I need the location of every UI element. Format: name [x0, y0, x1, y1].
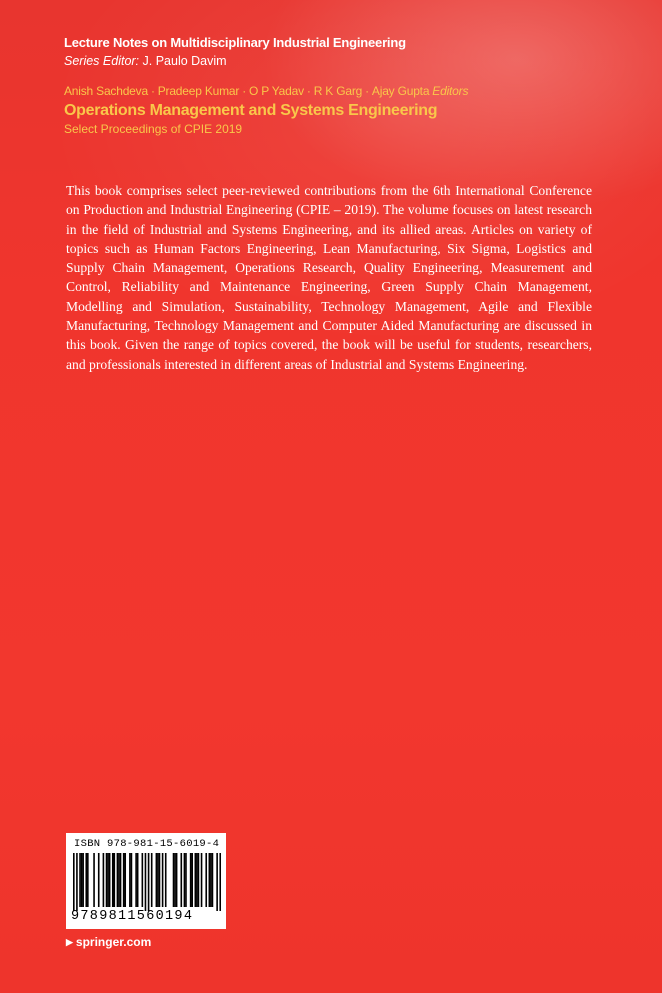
editor-name: Pradeep Kumar [157, 84, 240, 98]
barcode-bar [135, 853, 137, 907]
series-title: Lecture Notes on Multidisciplinary Industrial Engineering [64, 35, 406, 50]
barcode-bar [118, 853, 120, 907]
cover-header [64, 34, 624, 137]
publisher-url: springer.com [75, 935, 152, 949]
barcode-bar [209, 853, 211, 907]
author-separator: · [306, 84, 311, 98]
series-editor [64, 52, 624, 70]
barcode-bar [162, 853, 164, 907]
barcode-bar [131, 853, 133, 907]
barcode-bar [82, 853, 84, 907]
barcode-bars [73, 853, 221, 911]
barcode-bar [114, 853, 116, 907]
barcode-bar [142, 853, 144, 907]
barcode-bar [165, 853, 167, 907]
barcode-bar [148, 853, 150, 911]
barcode-bar [73, 853, 75, 911]
barcode-bar [124, 853, 126, 907]
barcode-bar [157, 853, 159, 907]
barcode-bar [195, 853, 197, 907]
barcode-bar [137, 853, 139, 907]
barcode-bar [151, 853, 153, 907]
editor-name: R K Garg [313, 84, 363, 98]
editor-name: Anish Sachdeva [64, 84, 148, 98]
barcode-bar [79, 853, 81, 907]
barcode-bar [106, 853, 108, 907]
barcode-bar [112, 853, 114, 907]
isbn-label: ISBN 978-981-15-6019-4 [74, 838, 220, 850]
author-separator: · [365, 84, 369, 98]
barcode-bar [196, 853, 198, 907]
editors-list [64, 83, 624, 99]
barcode-bar [184, 853, 186, 907]
book-subtitle: Select Proceedings of CPIE 2019 [64, 122, 243, 136]
barcode-bar [81, 853, 83, 907]
barcode-bar [129, 853, 131, 907]
barcode-bar [198, 853, 200, 907]
barcode-bar [216, 853, 218, 911]
arrow-right-icon: ▶ [66, 937, 73, 947]
barcode-bar [159, 853, 161, 907]
barcode-bar [174, 853, 176, 907]
series-editor-label: Series Editor: [64, 54, 140, 68]
barcode-bar [201, 853, 203, 907]
barcode-bar [185, 853, 187, 907]
barcode-bar [98, 853, 100, 907]
book-description: This book comprises select peer-reviewed contributions from the 6th International Conference on Production and Industrial Engineering (CPIE – 2019). The volume focuses on latest research in the field of Industrial and Systems Engineering, and its allied areas. Articles on variety of topics such as Human Factors Engineering, Lean Manufacturing, Six Sigma, Logistics and Supply Chain Management, Operations Research, Quality Engineering, Measurement and Control, Reliability and Maintenance Engineering, Green Supply Chain Management, Modelling and Simulation, Sustainability, Technology Management, Agile and Flexible Manufacturing, Technology Management and Computer Aided Manufacturing are discussed in this book. Given the range of topics covered, the book will be useful for students, researchers, and professionals interested in different areas of Industrial and Systems Engineering. [66, 183, 592, 372]
book-title: Operations Management and Systems Engineering [64, 102, 438, 119]
series-editor-name: J. Paulo Davim [142, 54, 227, 68]
barcode-bar [180, 853, 182, 907]
author-separator: · [242, 84, 246, 98]
barcode-bar [85, 853, 87, 907]
barcode-bar [103, 853, 105, 907]
barcode-bar [145, 853, 147, 911]
editor-name: O P Yadav [248, 84, 304, 98]
barcode-bar [117, 853, 119, 907]
barcode-bar [210, 853, 212, 907]
barcode-bar [212, 853, 214, 907]
barcode-bar [156, 853, 158, 907]
barcode-bar [109, 853, 111, 907]
editors-role: Editors [432, 84, 469, 98]
isbn-digits: 9789811560194 [71, 909, 194, 924]
barcode-bar [190, 853, 192, 907]
editor-name: Ajay Gupta [371, 84, 430, 98]
barcode-bar [205, 853, 207, 907]
barcode-bar [123, 853, 125, 907]
barcode-bar [87, 853, 89, 907]
barcode-bar [219, 853, 221, 911]
author-separator: · [150, 84, 155, 98]
isbn-barcode [66, 833, 226, 929]
barcode-bar [120, 853, 122, 907]
barcode-bar [176, 853, 178, 907]
barcode-bar [191, 853, 193, 907]
publisher-link[interactable] [66, 935, 151, 949]
barcode-bar [107, 853, 109, 907]
barcode-bar [76, 853, 78, 911]
barcode-bar [173, 853, 175, 907]
barcode-bar [93, 853, 95, 907]
